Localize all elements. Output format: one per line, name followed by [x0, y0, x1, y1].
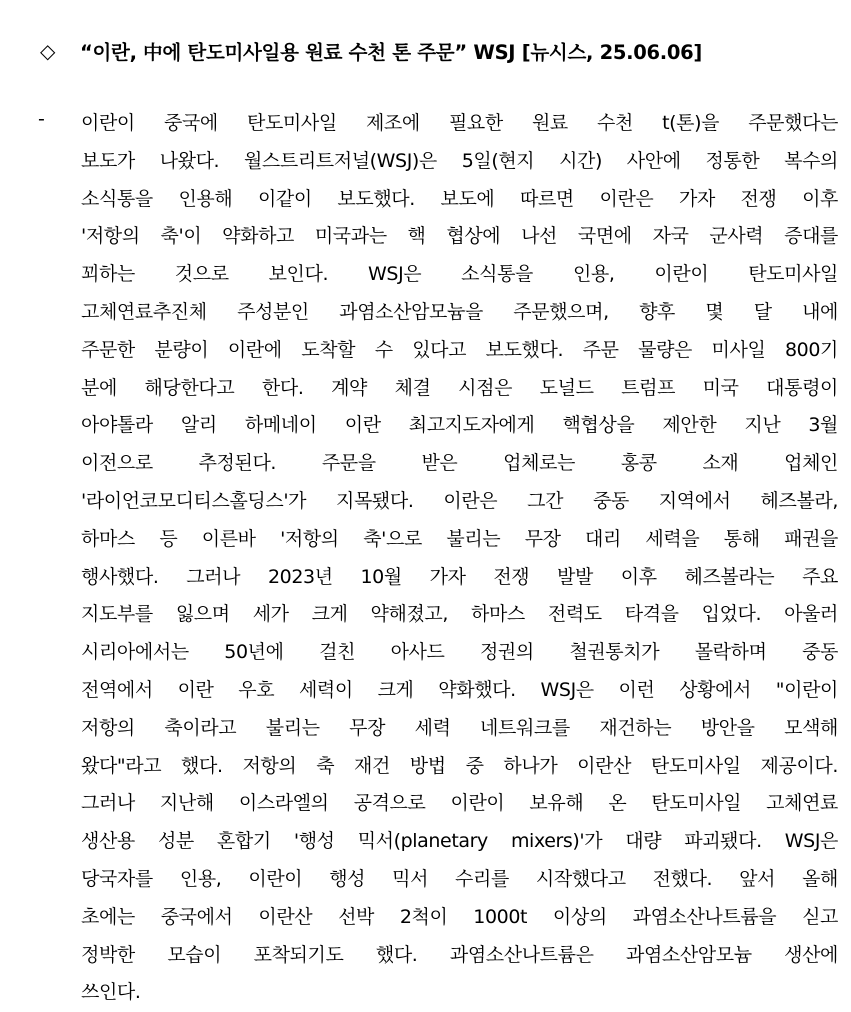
article-line: 정박한 모습이 포착되기도 했다. 과염소산나트륨은 과염소산암모늄 생산에	[81, 943, 838, 966]
article-body	[81, 105, 838, 1012]
article-line: 아야톨라 알리 하메네이 이란 최고지도자에게 핵협상을 제안한 지난 3월	[81, 414, 838, 437]
article-line: 전역에서 이란 우호 세력이 크게 약화했다. WSJ은 이런 상황에서 "이란이	[81, 678, 838, 701]
article-line: 꾀하는 것으로 보인다. WSJ은 소식통을 인용, 이란이 탄도미사일	[81, 263, 838, 286]
article-line: 고체연료추진체 주성분인 과염소산암모늄을 주문했으며, 향후 몇 달 내에	[81, 300, 838, 323]
article-line: 하마스 등 이른바 '저항의 축'으로 불리는 무장 대리 세력을 통해 패권을	[81, 527, 838, 550]
article-line: 주문한 분량이 이란에 도착할 수 있다고 보도했다. 주문 물량은 미사일 800기	[81, 338, 838, 361]
article-line: 이전으로 추정된다. 주문을 받은 업체로는 홍콩 소재 업체인	[81, 452, 838, 475]
article-title: “이란, 中에 탄도미사일용 원료 수천 톤 주문” WSJ [뉴시스, 25.06.06]	[80, 41, 703, 64]
article-line: 생산용 성분 혼합기 '행성 믹서(planetary mixers)'가 대량 파괴됐다. WSJ은	[81, 830, 838, 853]
article-line: 왔다"라고 했다. 저항의 축 재건 방법 중 하나가 이란산 탄도미사일 제공이다.	[81, 754, 838, 777]
article-line: 행사했다. 그러나 2023년 10월 가자 전쟁 발발 이후 헤즈볼라는 주요	[81, 565, 838, 588]
article-line: 저항의 축이라고 불리는 무장 세력 네트워크를 재건하는 방안을 모색해	[81, 716, 838, 739]
article-line: '저항의 축'이 약화하고 미국과는 핵 협상에 나선 국면에 자국 군사력 증대를	[81, 225, 838, 248]
list-dash-marker: -	[38, 108, 45, 130]
article-line: 그러나 지난해 이스라엘의 공격으로 이란이 보유해 온 탄도미사일 고체연료	[81, 792, 838, 815]
article-line: 초에는 중국에서 이란산 선박 2척이 1000t 이상의 과염소산나트륨을 싣고	[81, 905, 838, 928]
diamond-bullet-icon: ◇	[40, 39, 56, 63]
article-line: 이란이 중국에 탄도미사일 제조에 필요한 원료 수천 t(톤)을 주문했다는	[81, 112, 838, 134]
article-line: 시리아에서는 50년에 걸친 아사드 정권의 철권통치가 몰락하며 중동	[81, 641, 838, 664]
article-heading	[40, 34, 840, 68]
article-line: 당국자를 인용, 이란이 행성 믹서 수리를 시작했다고 전했다. 앞서 올해	[81, 867, 838, 890]
article-line: 지도부를 잃으며 세가 크게 약해졌고, 하마스 전력도 타격을 입었다. 아울러	[81, 603, 838, 626]
article-line: 분에 해당한다고 한다. 계약 체결 시점은 도널드 트럼프 미국 대통령이	[81, 376, 838, 399]
article-line: '라이언코모디티스홀딩스'가 지목됐다. 이란은 그간 중동 지역에서 헤즈볼라,	[81, 489, 838, 512]
article-line: 소식통을 인용해 이같이 보도했다. 보도에 따르면 이란은 가자 전쟁 이후	[81, 187, 838, 210]
article-line: 쓰인다.	[81, 981, 141, 1004]
article-line: 보도가 나왔다. 월스트리트저널(WSJ)은 5일(현지 시간) 사안에 정통한 복수의	[81, 149, 838, 172]
